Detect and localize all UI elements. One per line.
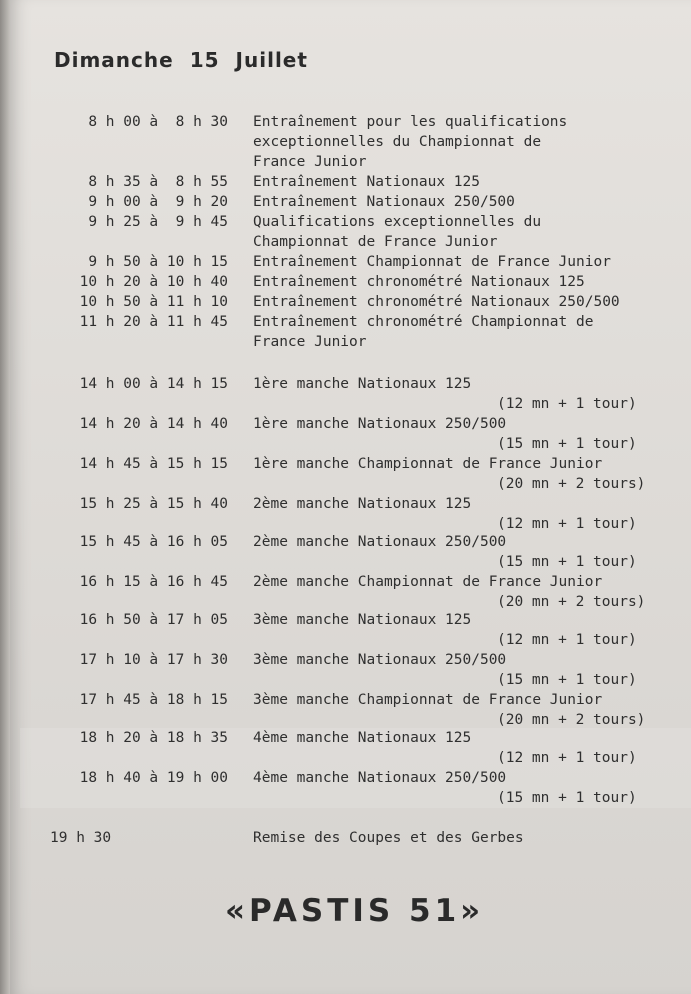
title-date: 15: [189, 48, 220, 72]
schedule-description: Remise des Coupes et des Gerbes: [253, 830, 524, 846]
schedule-time: 8 h 00 à 8 h 30: [88, 114, 228, 130]
schedule-description: Entraînement Nationaux 250/500: [253, 194, 515, 210]
title-day: Dimanche: [54, 48, 174, 72]
schedule-duration: (20 mn + 2 tours): [497, 594, 646, 610]
schedule-description: exceptionnelles du Championnat de: [253, 134, 542, 150]
page-binding-edge: [0, 0, 10, 994]
schedule-time: 9 h 25 à 9 h 45: [88, 214, 228, 230]
schedule-description: 3ème manche Championnat de France Junior: [253, 692, 603, 708]
schedule-description: 3ème manche Nationaux 125: [253, 612, 472, 628]
schedule-description: 4ème manche Nationaux 125: [253, 730, 472, 746]
schedule-duration: (15 mn + 1 tour): [497, 436, 637, 452]
schedule-description: Entraînement chronométré Championnat de: [253, 314, 594, 330]
schedule-time: 15 h 45 à 16 h 05: [79, 534, 228, 550]
schedule-description: Entraînement pour les qualifications: [253, 114, 568, 130]
schedule-duration: (12 mn + 1 tour): [497, 632, 637, 648]
schedule-duration: (20 mn + 2 tours): [497, 476, 646, 492]
schedule-time: 16 h 50 à 17 h 05: [79, 612, 228, 628]
schedule-description: 4ème manche Nationaux 250/500: [253, 770, 507, 786]
schedule-time: 19 h 30: [50, 830, 112, 846]
schedule-description: France Junior: [253, 154, 367, 170]
schedule-description: 2ème manche Nationaux 125: [253, 496, 472, 512]
schedule-time: 14 h 45 à 15 h 15: [79, 456, 228, 472]
schedule-duration: (12 mn + 1 tour): [497, 516, 637, 532]
schedule-duration: (20 mn + 2 tours): [497, 712, 646, 728]
schedule-description: Championnat de France Junior: [253, 234, 498, 250]
schedule-description: 3ème manche Nationaux 250/500: [253, 652, 507, 668]
sponsor-footer: «PASTIS 51»: [225, 893, 485, 929]
schedule-time: 14 h 20 à 14 h 40: [79, 416, 228, 432]
schedule-description: France Junior: [253, 334, 367, 350]
schedule-description: Qualifications exceptionnelles du: [253, 214, 542, 230]
schedule-description: Entraînement chronométré Nationaux 250/500: [253, 294, 620, 310]
schedule-description: 2ème manche Championnat de France Junior: [253, 574, 603, 590]
schedule-time: 17 h 10 à 17 h 30: [79, 652, 228, 668]
schedule-description: Entraînement Championnat de France Junior: [253, 254, 611, 270]
schedule-time: 15 h 25 à 15 h 40: [79, 496, 228, 512]
schedule-duration: (12 mn + 1 tour): [497, 396, 637, 412]
schedule-duration: (15 mn + 1 tour): [497, 790, 637, 806]
schedule-time: 9 h 50 à 10 h 15: [88, 254, 228, 270]
schedule-description: 2ème manche Nationaux 250/500: [253, 534, 507, 550]
schedule-time: 16 h 15 à 16 h 45: [79, 574, 228, 590]
schedule-duration: (12 mn + 1 tour): [497, 750, 637, 766]
schedule-description: Entraînement Nationaux 125: [253, 174, 480, 190]
schedule-duration: (15 mn + 1 tour): [497, 554, 637, 570]
page-title: [54, 48, 308, 72]
schedule-time: 8 h 35 à 8 h 55: [88, 174, 228, 190]
schedule-time: 17 h 45 à 18 h 15: [79, 692, 228, 708]
schedule-description: 1ère manche Nationaux 125: [253, 376, 472, 392]
schedule-time: 11 h 20 à 11 h 45: [79, 314, 228, 330]
schedule-time: 9 h 00 à 9 h 20: [88, 194, 228, 210]
schedule-time: 18 h 40 à 19 h 00: [79, 770, 228, 786]
schedule-time: 18 h 20 à 18 h 35: [79, 730, 228, 746]
schedule-description: 1ère manche Nationaux 250/500: [253, 416, 507, 432]
title-month: Juillet: [235, 48, 308, 72]
schedule-description: 1ère manche Championnat de France Junior: [253, 456, 603, 472]
schedule-time: 10 h 50 à 11 h 10: [79, 294, 228, 310]
program-page: [10, 0, 691, 994]
schedule-description: Entraînement chronométré Nationaux 125: [253, 274, 585, 290]
schedule-time: 10 h 20 à 10 h 40: [79, 274, 228, 290]
schedule-time: 14 h 00 à 14 h 15: [79, 376, 228, 392]
schedule-duration: (15 mn + 1 tour): [497, 672, 637, 688]
